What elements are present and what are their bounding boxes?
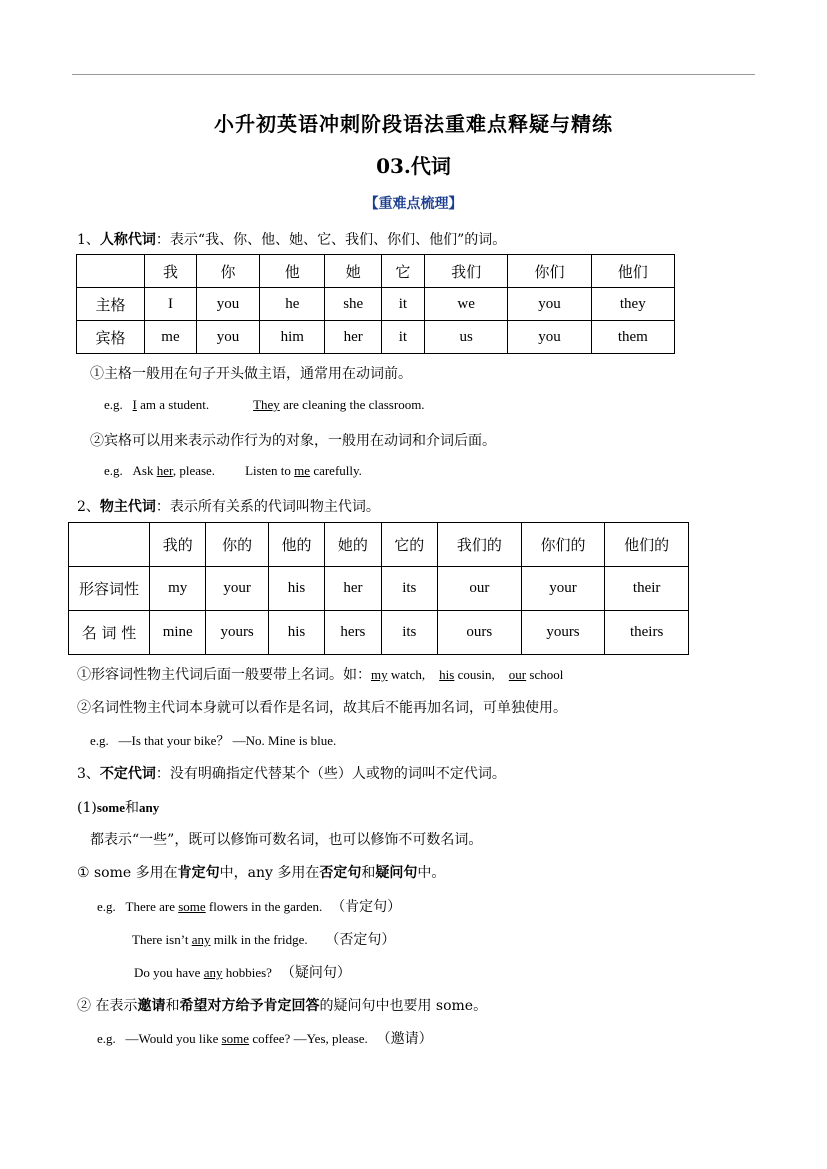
table-cell: our [438, 567, 522, 611]
table-cell: 你 [196, 255, 259, 288]
table-cell: my [150, 567, 206, 611]
table-cell: ours [438, 611, 522, 655]
table-cell: 他们的 [605, 523, 689, 567]
table-cell: 他 [260, 255, 325, 288]
example-text: school [526, 667, 564, 682]
underlined-word: her [156, 463, 173, 478]
table-cell: you [196, 321, 259, 354]
page-title: 小升初英语冲刺阶段语法重难点释疑与精练 [214, 112, 613, 136]
table-cell: we [424, 288, 507, 321]
table-cell: 我们的 [438, 523, 522, 567]
sec1-example1 [104, 397, 425, 413]
underlined-word: our [508, 667, 527, 682]
example-text: watch, [387, 667, 426, 682]
sec2-example [90, 730, 336, 749]
underlined-word: any [191, 932, 211, 947]
sec3-point1 [77, 862, 445, 882]
table-cell: 它的 [381, 523, 437, 567]
eg-label: e.g. [104, 397, 123, 412]
table-row [77, 255, 675, 288]
table-cell: her [325, 567, 381, 611]
table-cell: me [145, 321, 197, 354]
example-text: hobbies? [222, 965, 272, 980]
table-cell: his [268, 611, 324, 655]
table-cell: his [268, 567, 324, 611]
table-cell: yours [521, 611, 605, 655]
table-cell [77, 255, 145, 288]
personal-pronoun-table [76, 254, 675, 354]
example-text: There isn’t [132, 932, 192, 947]
sec3-example4 [97, 1028, 433, 1048]
point-text: ① some 多用在 [77, 865, 178, 881]
sec2-num: 2、 [77, 499, 100, 515]
table-cell: they [591, 288, 674, 321]
underlined-word: They [253, 397, 280, 412]
sentence-type-tag: （邀请） [376, 1031, 433, 1047]
sec1-note1: ①主格一般用在句子开头做主语，通常用在动词前。 [90, 366, 412, 382]
table-cell: theirs [605, 611, 689, 655]
table-cell: us [424, 321, 507, 354]
bold-term: 希望对方给予肯定回答 [179, 998, 320, 1014]
point-text: ② 在表示 [77, 998, 138, 1014]
example-text: are cleaning the classroom. [279, 397, 425, 412]
point-text: 中。 [417, 865, 446, 881]
underlined-word: I [132, 397, 137, 412]
table-cell: 主格 [77, 288, 145, 321]
connector: 和 [125, 800, 140, 816]
example-text: cousin, [454, 667, 495, 682]
sec1-heading [77, 229, 506, 249]
table-cell: it [381, 321, 424, 354]
page-subtitle: 03.代词 [376, 154, 451, 178]
table-cell: he [260, 288, 325, 321]
point-text: 的疑问句中也要用 some。 [319, 998, 488, 1014]
bold-term: 疑问句 [375, 865, 418, 881]
table-cell: 你们 [508, 255, 591, 288]
eg-label: e.g. [104, 463, 123, 478]
example-text: —Is that your bike？ —No. Mine is blue. [118, 733, 337, 748]
table-cell: 宾格 [77, 321, 145, 354]
table-cell: 我的 [150, 523, 206, 567]
sec2-head: 物主代词 [99, 499, 156, 515]
example-text: coffee? —Yes, please. [249, 1031, 368, 1046]
table-cell: 你的 [206, 523, 268, 567]
table-cell: their [605, 567, 689, 611]
possessive-pronoun-table [68, 522, 689, 655]
sec3-heading [77, 763, 506, 783]
eg-label: e.g. [97, 1031, 116, 1046]
underlined-word: his [439, 667, 455, 682]
sec3-sub1-desc: 都表示“一些”，既可以修饰可数名词，也可以修饰不可数名词。 [90, 832, 483, 848]
example-text: am a student. [136, 397, 210, 412]
table-cell: them [591, 321, 674, 354]
bold-term: 邀请 [137, 998, 166, 1014]
eg-label: e.g. [90, 733, 109, 748]
table-row [69, 611, 689, 655]
example-text: carefully. [310, 463, 362, 478]
table-cell: its [381, 611, 437, 655]
example-text: flowers in the garden. [205, 899, 323, 914]
sec2-heading [77, 496, 380, 516]
sec2-desc: ：表示所有关系的代词叫物主代词。 [155, 499, 380, 515]
point-text: 中，any 多用在 [219, 865, 320, 881]
underlined-word: my [371, 667, 388, 682]
sec3-example2 [132, 929, 395, 949]
sec3-example1 [97, 896, 401, 916]
table-cell: 我 [145, 255, 197, 288]
table-cell: she [325, 288, 381, 321]
table-row [69, 567, 689, 611]
table-cell: 她的 [325, 523, 381, 567]
section-tag: 【重难点梳理】 [364, 196, 463, 212]
keyword: any [139, 800, 160, 815]
table-cell: you [196, 288, 259, 321]
example-text: milk in the fridge. [210, 932, 308, 947]
table-cell: mine [150, 611, 206, 655]
table-cell: you [508, 288, 591, 321]
table-cell: your [521, 567, 605, 611]
table-cell: hers [325, 611, 381, 655]
table-cell: 它 [381, 255, 424, 288]
example-text: There are [125, 899, 179, 914]
table-cell: 我们 [424, 255, 507, 288]
table-row [69, 523, 689, 567]
bold-term: 肯定句 [177, 865, 220, 881]
table-cell: 他们 [591, 255, 674, 288]
point-text: 和 [361, 865, 376, 881]
keyword: some [96, 800, 126, 815]
sec1-note2: ②宾格可以用来表示动作行为的对象，一般用在动词和介词后面。 [90, 433, 496, 449]
underlined-word: me [294, 463, 311, 478]
sec3-desc: ：没有明确指定代替某个（些）人或物的词叫不定代词。 [155, 766, 506, 782]
table-row [77, 288, 675, 321]
sentence-type-tag: （否定句） [325, 932, 396, 948]
underlined-word: some [178, 899, 206, 914]
table-cell: you [508, 321, 591, 354]
sec1-num: 1、 [77, 232, 100, 248]
sec3-sub1 [77, 797, 159, 817]
sec1-desc: ：表示“我、你、他、她、它、我们、你们、他们”的词。 [155, 232, 507, 248]
example-text: Do you have [134, 965, 204, 980]
bold-term: 否定句 [319, 865, 362, 881]
sub-num: (1) [77, 800, 97, 816]
sec2-note1 [77, 664, 563, 684]
table-cell: its [381, 567, 437, 611]
sec2-note2: ②名词性物主代词本身就可以看作是名词，故其后不能再加名词，可单独使用。 [77, 700, 567, 716]
sentence-type-tag: （疑问句） [280, 965, 351, 981]
example-text: , please. [172, 463, 216, 478]
table-cell: 你们的 [521, 523, 605, 567]
sec3-head: 不定代词 [99, 766, 156, 782]
note-text: ①形容词性物主代词后面一般要带上名词。如： [77, 667, 371, 683]
table-cell: it [381, 288, 424, 321]
example-text: Ask [132, 463, 157, 478]
sec1-head: 人称代词 [99, 232, 156, 248]
example-text: Listen to [245, 463, 295, 478]
sec3-num: 3、 [77, 766, 100, 782]
table-cell: 她 [325, 255, 381, 288]
header-rule [72, 74, 755, 75]
table-cell: 形容词性 [69, 567, 150, 611]
underlined-word: some [221, 1031, 250, 1046]
table-cell: yours [206, 611, 268, 655]
sentence-type-tag: （肯定句） [331, 899, 402, 915]
table-cell: him [260, 321, 325, 354]
sec1-example2 [104, 463, 362, 479]
table-cell [69, 523, 150, 567]
point-text: 和 [165, 998, 180, 1014]
table-cell: her [325, 321, 381, 354]
table-cell: 名 词 性 [69, 611, 150, 655]
sec3-example3 [134, 962, 351, 982]
sec3-point2 [77, 995, 487, 1015]
table-cell: I [145, 288, 197, 321]
table-cell: 他的 [268, 523, 324, 567]
table-cell: your [206, 567, 268, 611]
table-row [77, 321, 675, 354]
underlined-word: any [203, 965, 223, 980]
eg-label: e.g. [97, 899, 116, 914]
example-text: —Would you like [125, 1031, 222, 1046]
